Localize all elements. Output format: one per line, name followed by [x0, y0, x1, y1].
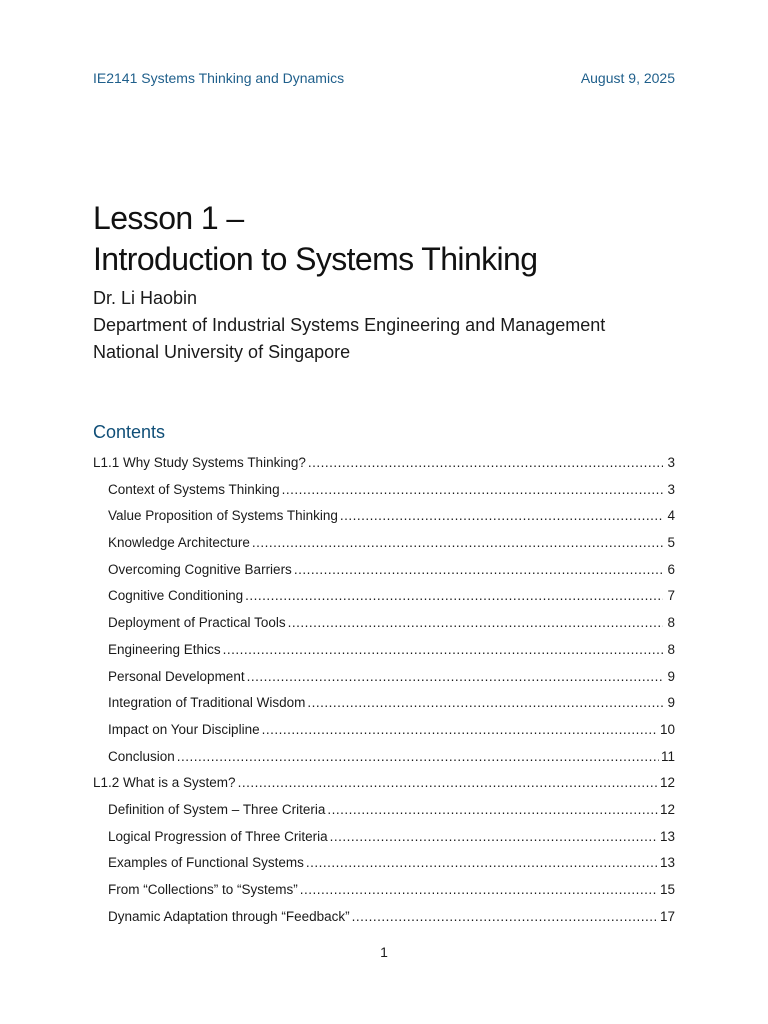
toc-entry-label: Cognitive Conditioning [108, 588, 244, 604]
toc-entry[interactable] [93, 535, 675, 562]
lesson-title-line-2: Introduction to Systems Thinking [93, 241, 538, 277]
toc-entry-label: L1.2 What is a System? [93, 775, 236, 791]
toc-entry-label: Conclusion [108, 748, 175, 764]
lesson-title [93, 198, 675, 280]
toc-entry-page: 6 [667, 561, 675, 577]
toc-entry-page: 10 [659, 721, 675, 737]
toc-entry[interactable] [93, 882, 675, 909]
toc-dot-leader [245, 588, 663, 603]
contents-heading: Contents [93, 422, 166, 442]
toc-entry-label: Logical Progression of Three Criteria [108, 828, 328, 844]
page-number: 1 [380, 944, 388, 960]
toc-entry-label: Integration of Traditional Wisdom [108, 695, 306, 711]
toc-dot-leader [247, 669, 663, 684]
toc-entry-label: Knowledge Architecture [108, 535, 250, 551]
toc-entry[interactable] [93, 855, 675, 882]
toc-entry-label: Context of Systems Thinking [108, 481, 280, 497]
toc-entry-label: Personal Development [108, 668, 245, 684]
toc-entry-page: 15 [659, 882, 675, 897]
toc-dot-leader [252, 535, 663, 550]
toc-entry-label: Overcoming Cognitive Barriers [108, 561, 292, 577]
university-name: National University of Singapore [93, 342, 351, 362]
toc-entry-label: Deployment of Practical Tools [108, 615, 286, 631]
toc-entry-page: 3 [667, 481, 675, 497]
affiliation [93, 312, 605, 366]
toc-dot-leader [177, 749, 659, 764]
page-header [93, 68, 675, 88]
toc-entry[interactable] [93, 775, 675, 802]
department-name: Department of Industrial Systems Engineering and Management [93, 315, 606, 335]
toc-entry-label: Dynamic Adaptation through “Feedback” [108, 908, 350, 924]
toc-entry-page: 9 [667, 668, 675, 684]
toc-dot-leader [294, 562, 663, 577]
lesson-title-line-1: Lesson 1 – [93, 200, 244, 236]
toc-entry-page: 7 [667, 588, 675, 604]
toc-dot-leader [308, 455, 663, 470]
toc-entry-label: Impact on Your Discipline [108, 721, 260, 737]
toc-dot-leader [300, 882, 658, 897]
toc-entry[interactable] [93, 508, 675, 535]
toc-entry[interactable] [93, 455, 675, 482]
toc-entry-label: Examples of Functional Systems [108, 855, 304, 871]
toc-entry-label: Value Proposition of Systems Thinking [108, 508, 338, 524]
toc-entry[interactable] [93, 588, 675, 615]
toc-dot-leader [238, 775, 658, 790]
toc-entry-page: 3 [667, 455, 675, 470]
toc-entry[interactable] [93, 749, 675, 776]
toc-entry-page: 9 [667, 695, 675, 711]
toc-entry-label: From “Collections” to “Systems” [108, 882, 298, 897]
toc-entry[interactable] [93, 829, 675, 856]
toc-entry[interactable] [93, 909, 675, 936]
toc-dot-leader [307, 695, 663, 710]
toc-entry-page: 5 [667, 535, 675, 551]
toc-entry-page: 17 [659, 908, 675, 924]
toc-entry-page: 8 [667, 641, 675, 657]
toc-entry[interactable] [93, 482, 675, 509]
toc-dot-leader [282, 482, 663, 497]
toc-entry-page: 11 [660, 748, 675, 764]
toc-entry-label: L1.1 Why Study Systems Thinking? [93, 455, 306, 470]
document-date: August 9, 2025 [580, 70, 675, 86]
toc-dot-leader [340, 508, 663, 523]
toc-entry[interactable] [93, 642, 675, 669]
toc-entry[interactable] [93, 722, 675, 749]
toc-dot-leader [330, 829, 658, 844]
toc-dot-leader [327, 802, 658, 817]
toc-dot-leader [306, 855, 658, 870]
toc-dot-leader [288, 615, 663, 630]
toc-entry-label: Engineering Ethics [108, 641, 221, 657]
toc-entry[interactable] [93, 669, 675, 696]
toc-entry[interactable] [93, 802, 675, 829]
toc-entry-page: 12 [659, 775, 675, 791]
course-title: IE2141 Systems Thinking and Dynamics [93, 70, 345, 86]
toc-dot-leader [223, 642, 663, 657]
toc-entry[interactable] [93, 615, 675, 642]
author-name: Dr. Li Haobin [93, 288, 198, 308]
toc-dot-leader [262, 722, 658, 737]
toc-entry[interactable] [93, 695, 675, 722]
toc-entry-page: 8 [667, 615, 675, 631]
toc-entry-page: 4 [667, 508, 675, 524]
toc-entry-label: Definition of System – Three Criteria [108, 801, 326, 817]
table-of-contents [93, 455, 675, 935]
toc-entry-page: 13 [659, 855, 675, 871]
toc-entry-page: 13 [659, 828, 675, 844]
toc-entry-page: 12 [659, 801, 675, 817]
toc-entry[interactable] [93, 562, 675, 589]
toc-dot-leader [352, 909, 658, 924]
